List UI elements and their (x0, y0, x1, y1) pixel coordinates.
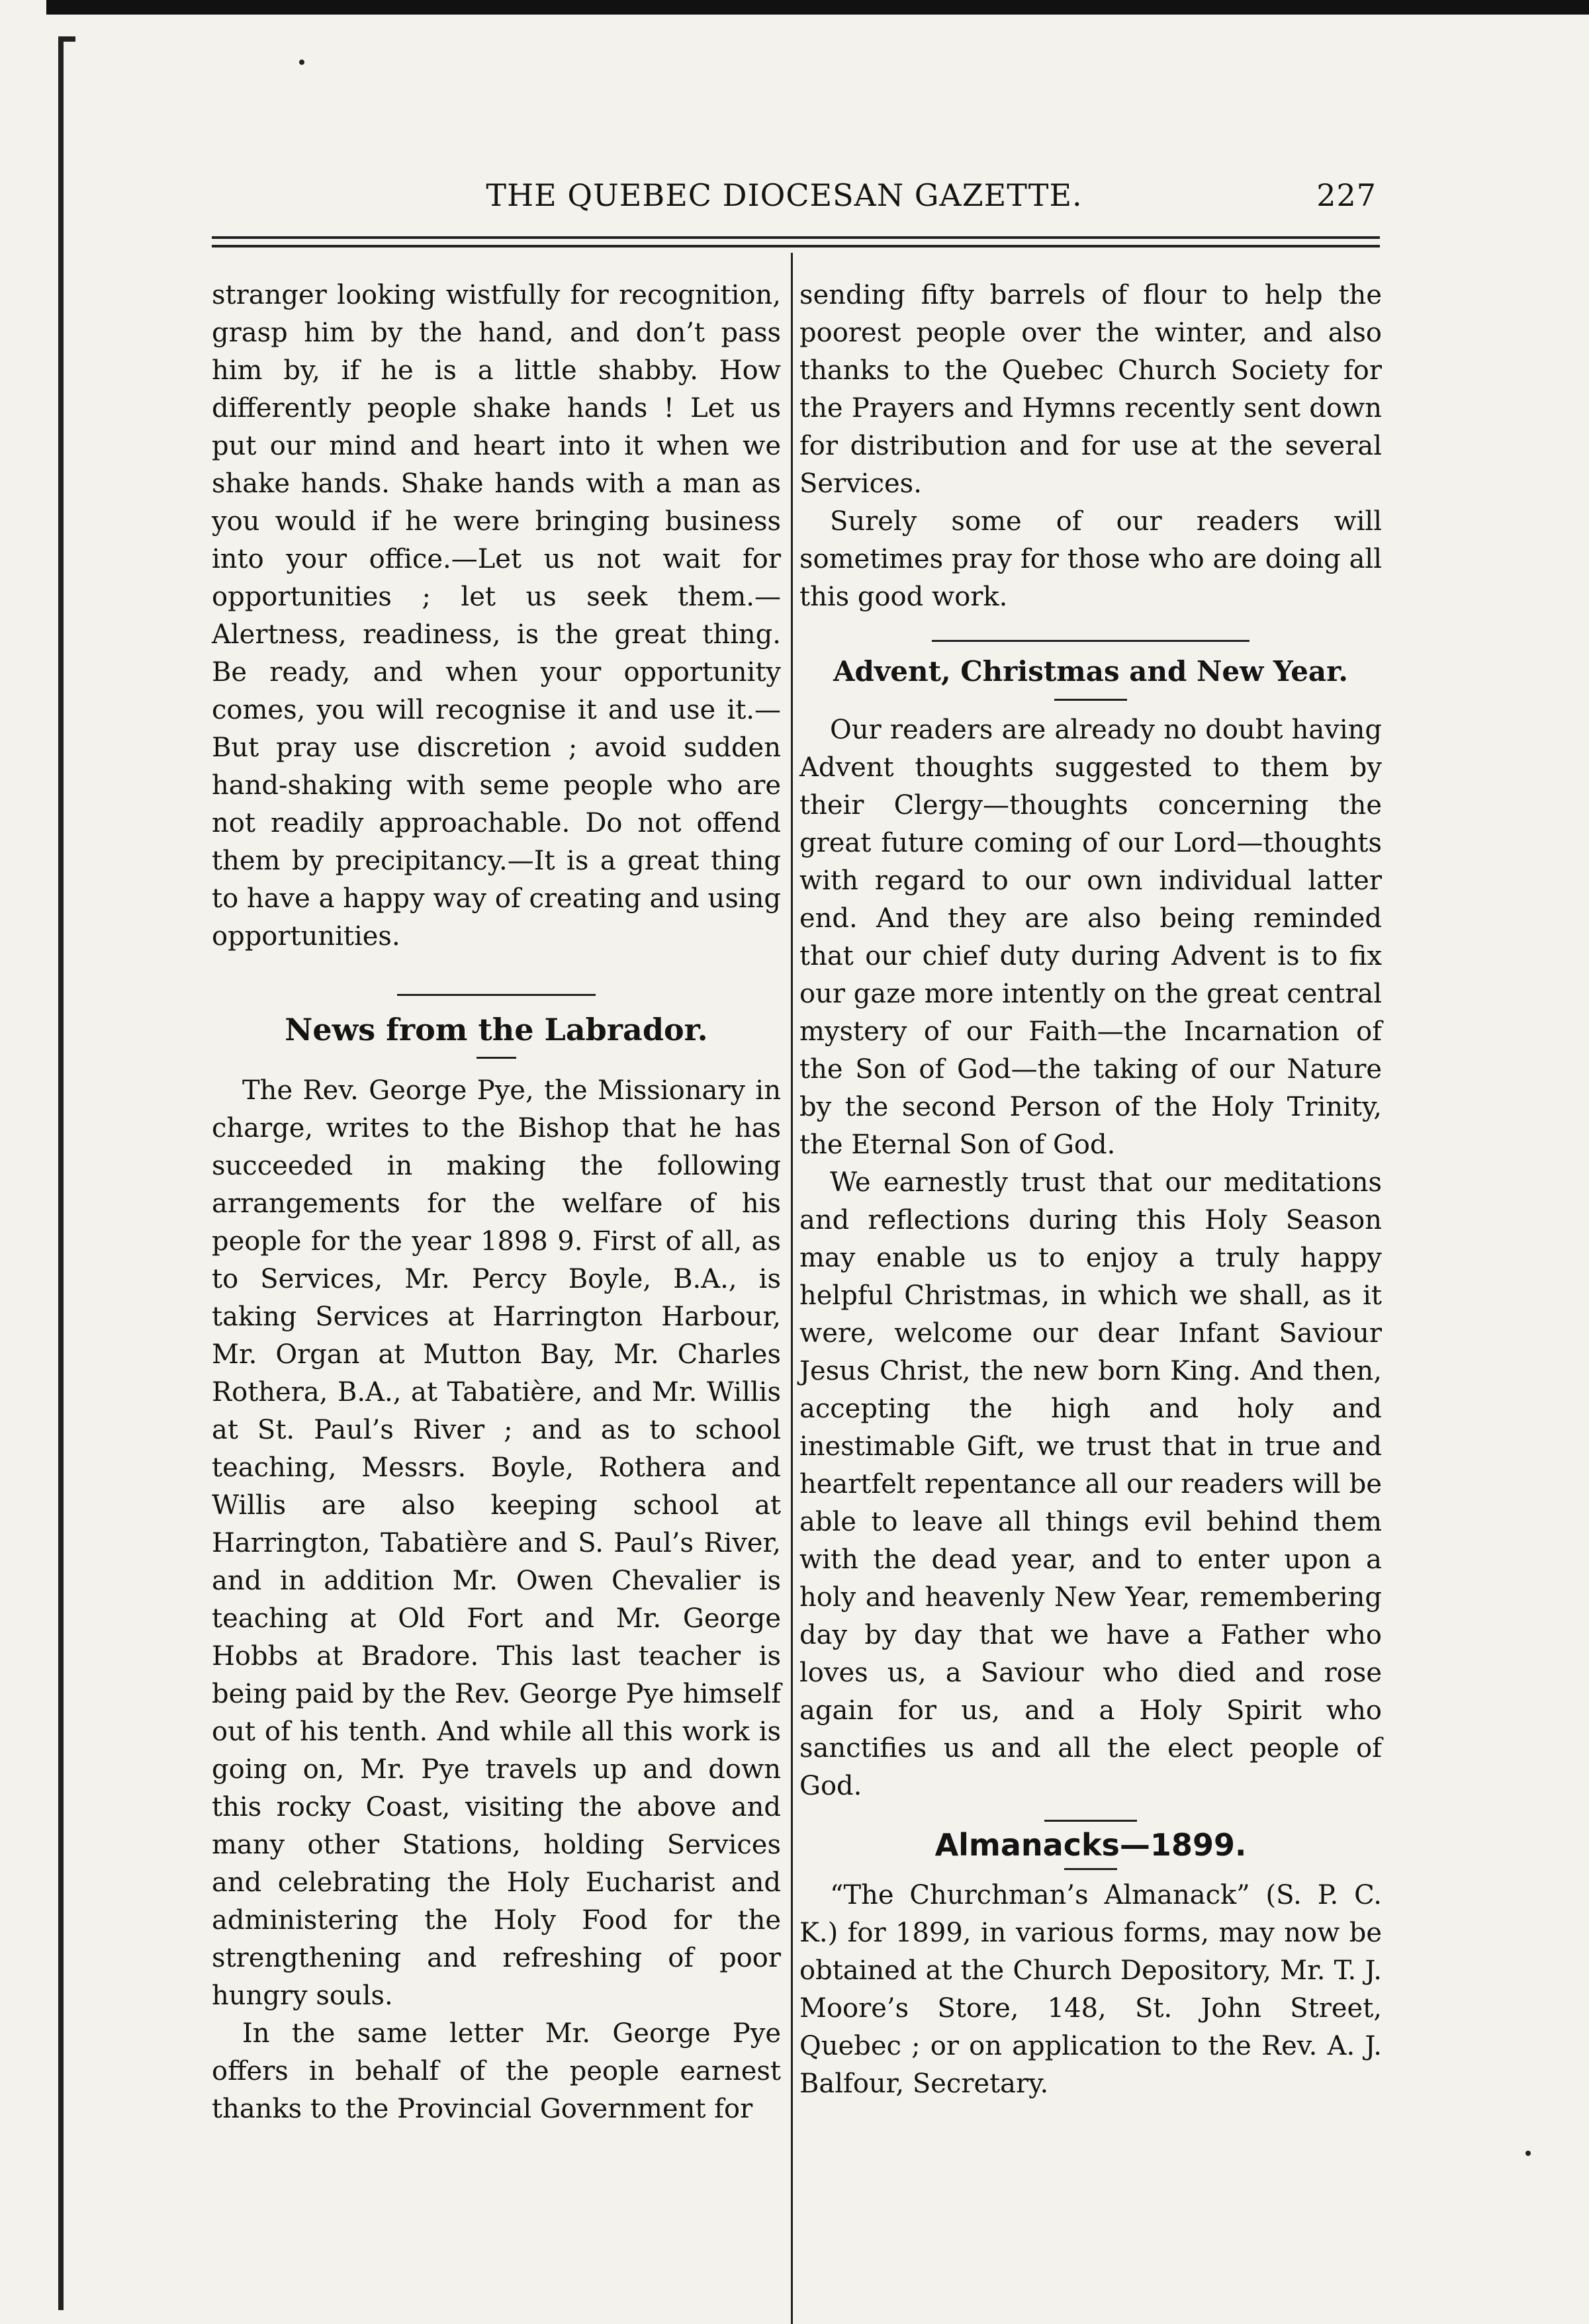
column-divider (791, 253, 793, 2324)
almanacks-paragraph: “The Churchman’s Almanack” (S. P. C. K.) for 1899, in various forms, may now be obtained at the Church Depository, Mr. T. J. Moore’s Store, 148, St. John Street, Quebec ; or on application to the Rev. A. J. Balfour, Secretary. (799, 1880, 1382, 2099)
heading-underline (1064, 1868, 1117, 1870)
almanacks-heading: Almanacks—1899. (934, 1827, 1247, 1863)
header-rule-top (212, 236, 1380, 239)
heading-underline (1054, 699, 1127, 701)
print-speck (1525, 2151, 1531, 2156)
continued-article-paragraph: stranger looking wistfully for recognition, grasp him by the hand, and don’t pass him by, if he is a little shabby. How differently people shake hands ! Let us put our mind and heart into it when we shake hands. Shake hands with a man as you would if he were bringing business into your office.—Let us not wait for opportunities ; let us seek them.—Alertness, readiness, is the great thing. Be ready, and when your opportunity comes, you will recognise it and use it.—But pray use discretion ; avoid sudden hand-shaking with seme people who are not readily approachable. Do not offend them by precipitancy.—It is a great thing to have a happy way of creating and using opportunities. (212, 280, 781, 952)
labrador-paragraph: The Rev. George Pye, the Missionary in charge, writes to the Bishop that he has succeeded in making the following arrangements for the welfare of his people for the year 1898 9. First of all, as to Services, Mr. Percy Boyle, B.A., is taking Services at Harrington Harbour, Mr. Organ at Mutton Bay, Mr. Charles Rothera, B.A., at Tabatière, and Mr. Willis at St. Paul’s River ; and as to school teaching, Messrs. Boyle, Rothera and Willis are also keeping school at Harrington, Tabatière and S. Paul’s River, and in addition Mr. Owen Chevalier is teaching at Old Fort and Mr. George Hobbs at Bradore. This last teacher is being paid by the Rev. George Pye himself out of his tenth. And while all this work is going on, Mr. Pye travels up and down this rocky Coast, visiting the above and many other Stations, holding Services and celebrating the Holy Eucharist and administering the Holy Food for the strengthening and refreshing of poor hungry souls. (212, 1075, 781, 2011)
heading-underline (477, 1057, 516, 1059)
section-separator (397, 994, 596, 996)
top-edge-bar (46, 0, 1589, 15)
section-separator (932, 640, 1249, 642)
left-column (212, 277, 781, 2128)
running-header (192, 177, 1377, 217)
print-speck (299, 60, 304, 65)
right-column (799, 277, 1382, 2103)
advent-paragraph: Our readers are already no doubt having Advent thoughts suggested to them by their Clergy—thoughts concerning the great future coming of our Lord—thoughts with regard to our own individual latter end. And they are also being reminded that our chief duty during Advent is to fix our gaze more intently on the great central mystery of our Faith—the Incarnation of the Son of God—the taking of our Nature by the second Person of the Holy Trinity, the Eternal Son of God. (799, 715, 1382, 1160)
readers-paragraph: Surely some of our readers will sometimes pray for those who are doing all this good work. (799, 506, 1382, 612)
header-rule-bottom (212, 245, 1380, 247)
labrador-paragraph: In the same letter Mr. George Pye offers in behalf of the people earnest thanks to the Provincial Government for (212, 2018, 781, 2124)
advent-heading: Advent, Christmas and New Year. (833, 655, 1349, 688)
page-number: 227 (1316, 177, 1377, 213)
labrador-heading: News from the Labrador. (285, 1012, 708, 1048)
left-margin-rule (58, 40, 64, 2310)
continued-article-paragraph: sending fifty barrels of flour to help the poorest people over the winter, and also thanks to the Quebec Church Society for the Prayers and Hymns recently sent down for distribution and for use at the several Services. (799, 280, 1382, 499)
advent-paragraph: We earnestly trust that our meditations and reflections during this Holy Season may enable us to enjoy a truly happy helpful Christmas, in which we shall, as it were, welcome our dear Infant Saviour Jesus Christ, the new born King. And then, accepting the high and holy and inestimable Gift, we trust that in true and heartfelt repentance all our readers will be able to leave all things evil behind them with the dead year, and to enter upon a holy and heavenly New Year, remembering day by day that we have a Father who loves us, a Saviour who died and rose again for us, and a Holy Spirit who sanctifies us and all the elect people of God. (799, 1167, 1382, 1801)
publication-title: THE QUEBEC DIOCESAN GAZETTE. (486, 177, 1083, 213)
